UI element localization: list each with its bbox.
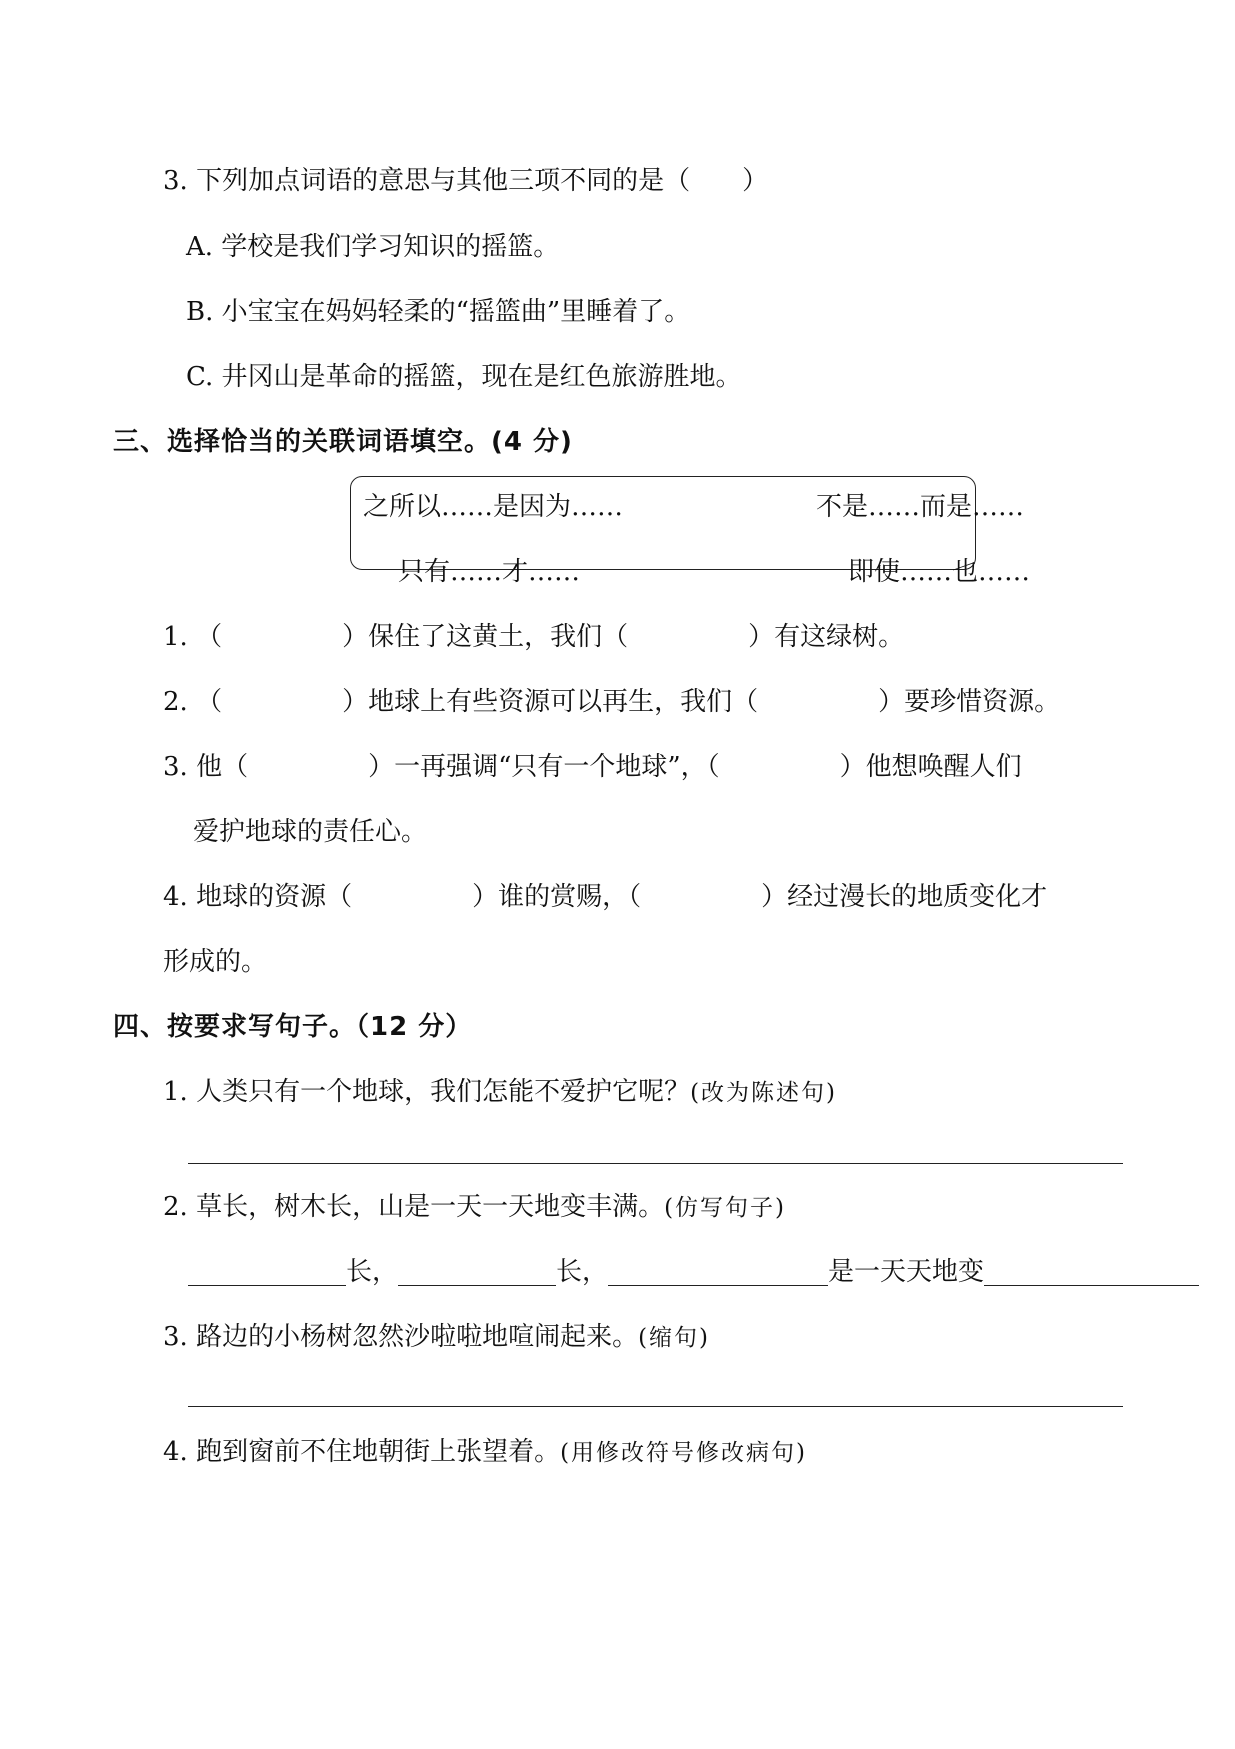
fill-text: 长， <box>556 1257 609 1287</box>
q-instruction: (用修改符号修改病句) <box>560 1440 808 1466</box>
q-text: ）有这绿树。 <box>748 622 905 652</box>
option-b[interactable]: B. 小宝宝在妈妈轻柔的“摇篮曲”里睡着了。 <box>186 297 691 327</box>
q-text: ）要珍惜资源。 <box>878 687 1061 717</box>
q-text: ）地球上有些资源可以再生，我们（ <box>342 687 759 717</box>
q-text: ）经过漫长的地质变化才 <box>761 882 1048 912</box>
rewrite-question-1 <box>163 1075 837 1110</box>
option-c[interactable]: C. 井冈山是革命的摇篮，现在是红色旅游胜地。 <box>186 362 742 392</box>
answer-line[interactable] <box>188 1406 1123 1407</box>
rewrite-question-3 <box>163 1320 710 1355</box>
word-bank-item: 只有……才…… <box>398 557 581 587</box>
answer-blank[interactable] <box>188 1257 346 1286</box>
q-text: 3. 路边的小杨树忽然沙啦啦地喧闹起来。 <box>163 1322 639 1352</box>
q-text: 2. 草长，树木长，山是一天一天地变丰满。 <box>163 1192 665 1222</box>
q-instruction: (缩句) <box>638 1325 711 1351</box>
fill-question-3-cont: 爱护地球的责任心。 <box>193 817 428 847</box>
q-text: ）他想唤醒人们 <box>839 752 1022 782</box>
answer-line[interactable] <box>188 1163 1123 1164</box>
answer-blank[interactable] <box>398 1257 556 1286</box>
answer-blank[interactable] <box>608 1257 828 1286</box>
option-a[interactable]: A. 学校是我们学习知识的摇篮。 <box>186 232 560 262</box>
q-text: 2. （ <box>163 687 223 717</box>
word-bank-item: 即使……也…… <box>848 557 1031 587</box>
fill-question-2 <box>163 685 1060 719</box>
q-instruction: (改为陈述句) <box>690 1080 838 1106</box>
q-instruction: (仿写句子) <box>664 1195 787 1221</box>
fill-question-4-cont: 形成的。 <box>163 947 268 977</box>
fill-text: 长， <box>346 1257 399 1287</box>
fill-question-3 <box>163 750 1022 784</box>
fill-text: 是一天天地变 <box>828 1257 985 1287</box>
q-text: 3. 他（ <box>163 752 249 782</box>
question-stem: 3. 下列加点词语的意思与其他三项不同的是（ ） <box>163 166 769 196</box>
fill-question-4 <box>163 880 1047 914</box>
q-text: ）一再强调“只有一个地球”，（ <box>368 752 720 782</box>
imitation-fill-line <box>188 1255 1199 1289</box>
q-text: 1. 人类只有一个地球，我们怎能不爱护它呢？ <box>163 1077 691 1107</box>
q-text: 4. 跑到窗前不住地朝街上张望着。 <box>163 1437 561 1467</box>
rewrite-question-2 <box>163 1190 786 1225</box>
q-text: 4. 地球的资源（ <box>163 882 353 912</box>
word-bank-item: 之所以……是因为…… <box>363 492 624 522</box>
section-4-heading: 四、按要求写句子。（12 分） <box>113 1012 473 1042</box>
q-text: ）保住了这黄土，我们（ <box>342 622 629 652</box>
fill-question-1 <box>163 620 904 654</box>
q-text: 1. （ <box>163 622 223 652</box>
word-bank-item: 不是……而是…… <box>816 492 1025 522</box>
answer-blank[interactable] <box>984 1257 1199 1286</box>
section-3-heading: 三、选择恰当的关联词语填空。(4 分) <box>113 427 573 457</box>
q-text: ）谁的赏赐，（ <box>472 882 642 912</box>
rewrite-question-4 <box>163 1435 807 1470</box>
